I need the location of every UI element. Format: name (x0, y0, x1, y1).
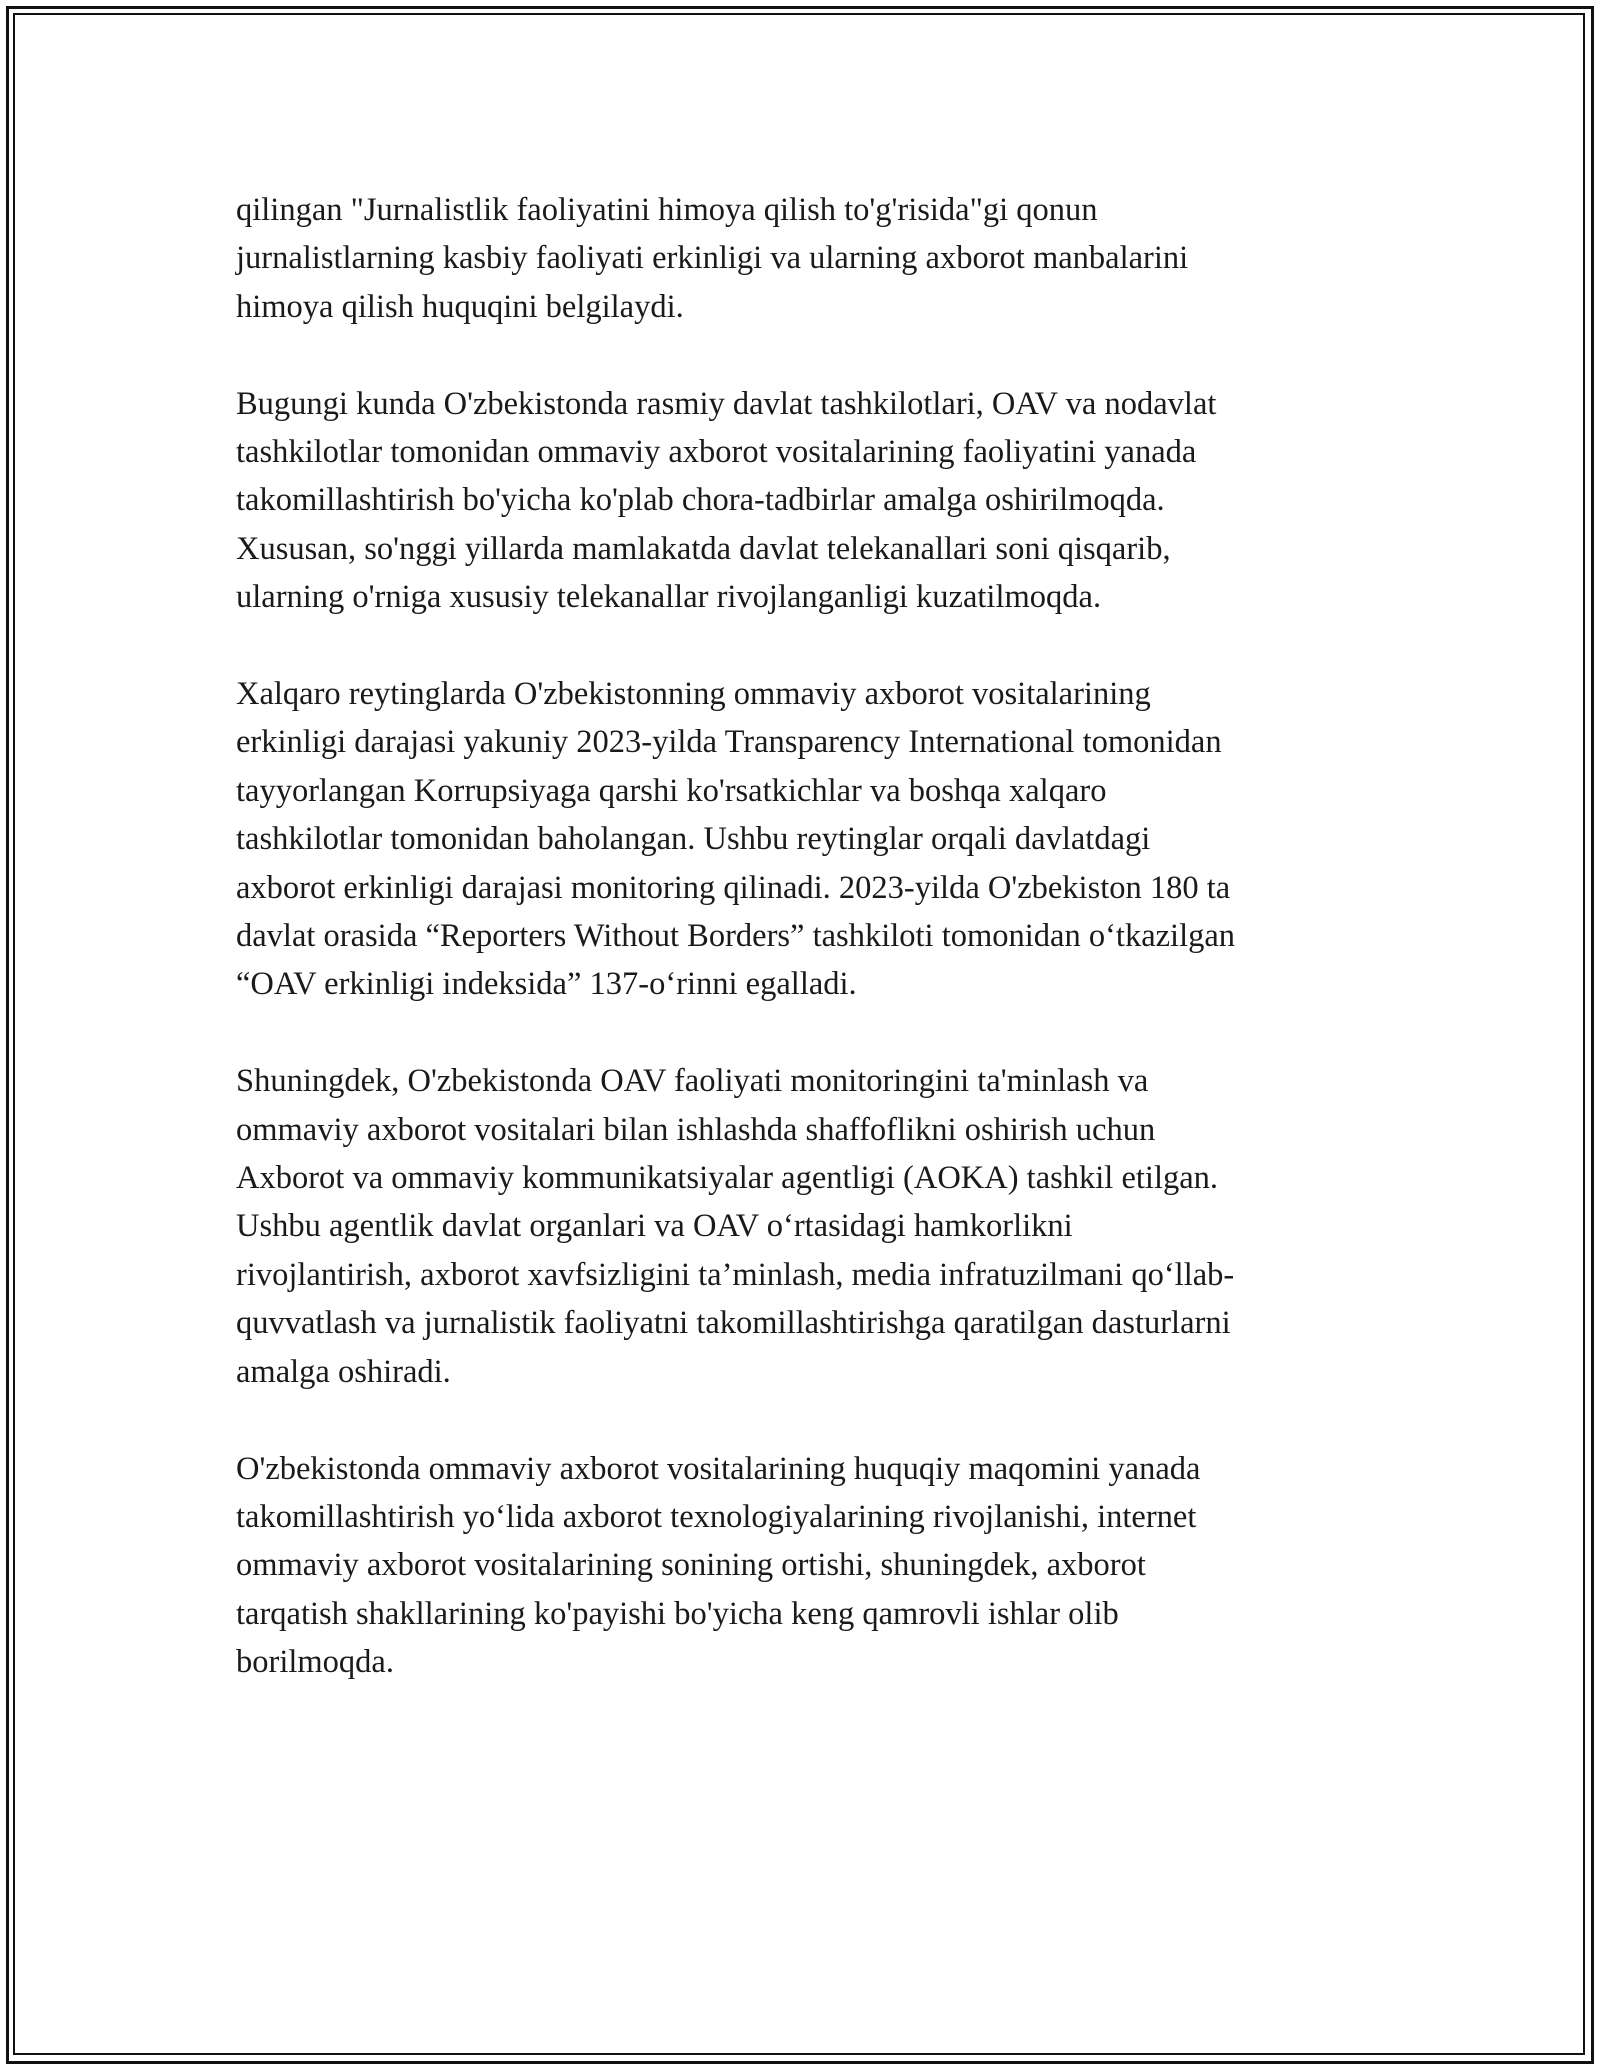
text-line: davlat orasida “Reporters Without Borders” tashkiloti tomonidan o‘tkazilgan (236, 918, 1236, 955)
text-line: ommaviy axborot vositalarining sonining ortishi, shuningdek, axborot (236, 1547, 1146, 1584)
text-line: jurnalistlarning kasbiy faoliyati erkinligi va ularning axborot manbalarini (236, 240, 1189, 277)
text-line: takomillashtirish bo'yicha ko'plab chora-tadbirlar amalga oshirilmoqda. (236, 482, 1165, 519)
text-line: Xalqaro reytinglarda O'zbekistonning ommaviy axborot vositalarining (236, 676, 1151, 713)
text-line: quvvatlash va jurnalistik faoliyatni takomillashtirishga qaratilgan dasturlarni (236, 1305, 1231, 1342)
text-line: ularning o'rniga xususiy telekanallar rivojlanganligi kuzatilmoqda. (236, 579, 1102, 616)
text-line: amalga oshiradi. (236, 1353, 451, 1390)
text-line: borilmoqda. (236, 1644, 394, 1681)
text-line: Xususan, so'nggi yillarda mamlakatda davlat telekanallari soni qisqarib, (236, 530, 1171, 567)
text-line: qilingan "Jurnalistlik faoliyatini himoya qilish to'g'risida"gi qonun (236, 192, 1098, 228)
text-line: “OAV erkinligi indeksida” 137-o‘rinni egalladi. (236, 966, 857, 1003)
paragraph-5 (236, 1445, 1386, 1687)
text-line: ommaviy axborot vositalari bilan ishlashda shaffoflikni oshirish uchun (236, 1111, 1156, 1148)
paragraph-3 (236, 670, 1386, 1009)
text-line: takomillashtirish yo‘lida axborot texnologiyalarining rivojlanishi, internet (236, 1498, 1197, 1535)
text-line: Axborot va ommaviy kommunikatsiyalar agentligi (AOKA) tashkil etilgan. (236, 1160, 1219, 1197)
paragraph-2 (236, 380, 1386, 622)
text-line: axborot erkinligi darajasi monitoring qilinadi. 2023-yilda O'zbekiston 180 ta (236, 869, 1231, 906)
document-body (236, 186, 1386, 1735)
text-line: tashkilotlar tomonidan ommaviy axborot vositalarining faoliyatini yanada (236, 434, 1197, 471)
text-line: erkinligi darajasi yakuniy 2023-yilda Transparency International tomonidan (236, 724, 1222, 761)
text-line: O'zbekistonda ommaviy axborot vositalarining huquqiy maqomini yanada (236, 1450, 1201, 1487)
text-line: rivojlantirish, axborot xavfsizligini ta’minlash, media infratuzilmani qo‘llab- (236, 1256, 1235, 1293)
text-line: Ushbu agentlik davlat organlari va OAV o‘rtasidagi hamkorlikni (236, 1208, 1073, 1245)
paragraph-4 (236, 1057, 1386, 1396)
text-line: Bugungi kunda O'zbekistonda rasmiy davlat tashkilotlari, OAV va nodavlat (236, 385, 1217, 422)
text-line: tarqatish shakllarining ko'payishi bo'yicha keng qamrovli ishlar olib (236, 1595, 1119, 1632)
paragraph-1 (236, 186, 1386, 331)
text-line: Shuningdek, O'zbekistonda OAV faoliyati monitoringini ta'minlash va (236, 1063, 1149, 1100)
text-line: tayyorlangan Korrupsiyaga qarshi ko'rsatkichlar va boshqa xalqaro (236, 772, 1107, 809)
text-line: himoya qilish huquqini belgilaydi. (236, 288, 684, 325)
text-line: tashkilotlar tomonidan baholangan. Ushbu reytinglar orqali davlatdagi (236, 821, 1151, 858)
